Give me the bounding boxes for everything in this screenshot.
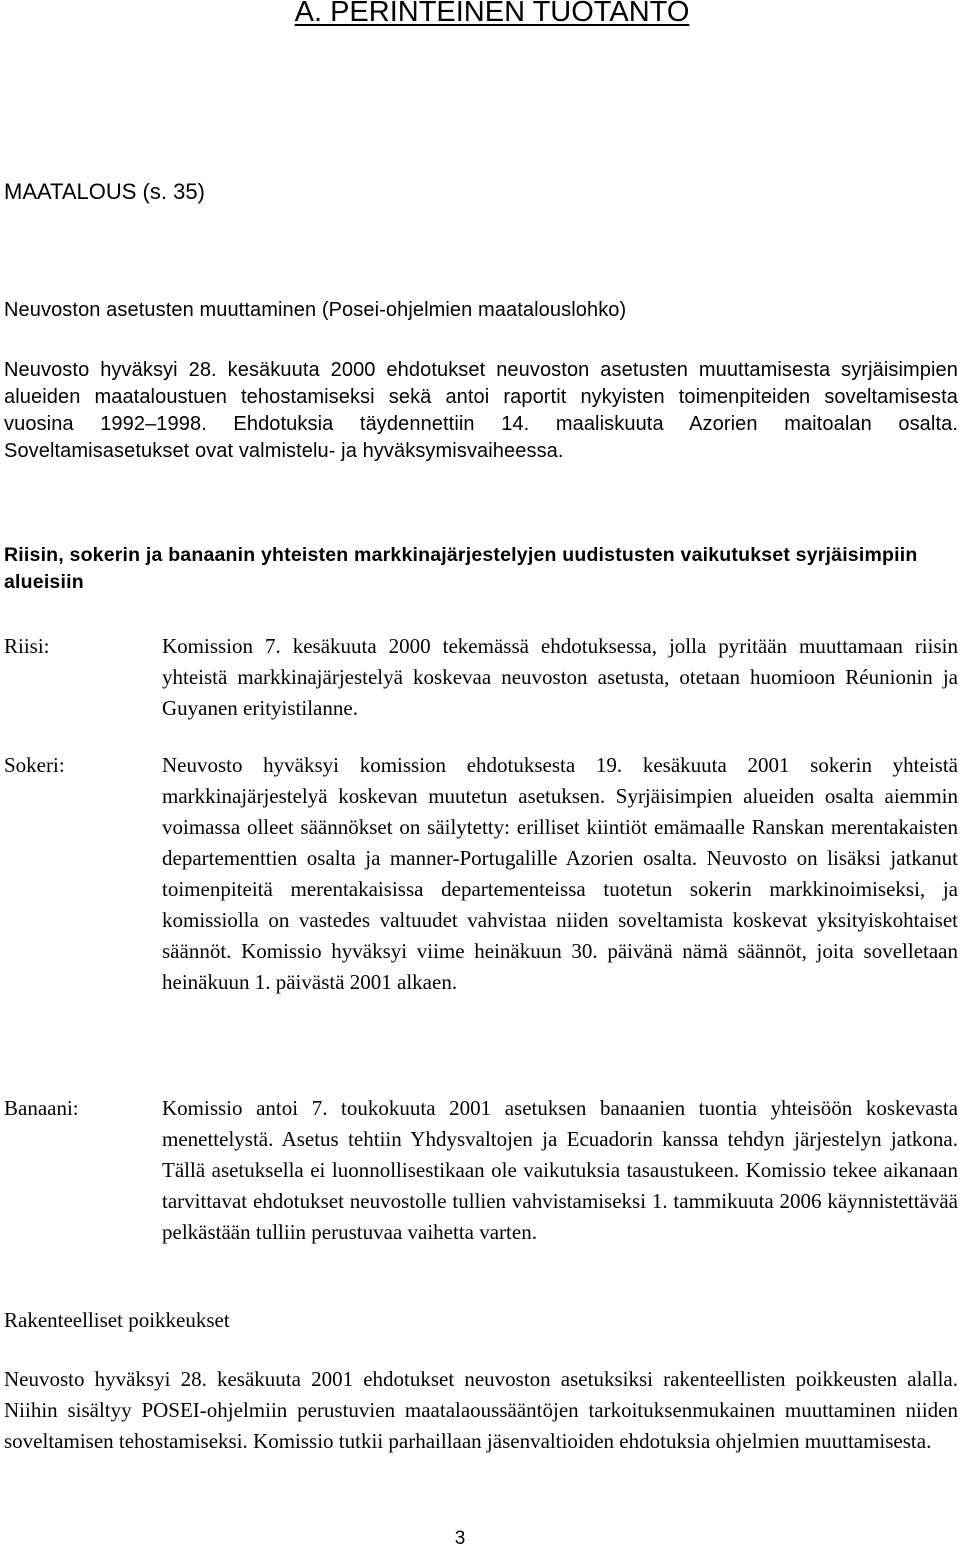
item-text-banaani: Komissio antoi 7. toukokuuta 2001 asetuksen banaanien tuontia yhteisöön koskevasta menettelystä. Asetus tehtiin Yhdysvaltojen ja Ecuadorin kanssa tehdyn järjestelyn jatkona. Tällä asetuksella ei luonnollisestikaan ole vaikutuksia tasaustukeen. Komissio tekee aikanaan tarvittavat ehdotukset neuvostolle tullien vahvistamiseksi 1. tammikuuta 2006 käynnistettävää pelkästään tulliin perustuvaa vaihetta varten. [162,1096,958,1244]
section-title: MAATALOUS (s. 35) [4,179,205,204]
structural-paragraph: Neuvosto hyväksyi 28. kesäkuuta 2001 ehdotukset neuvoston asetuksiksi rakenteellisten poikkeusten alalla. Niihin sisältyy POSEI-ohjelmiin perustuvien maatalaoussääntöjen tarkoituksenmukainen muuttaminen niiden soveltamisen tehostamiseksi. Komissio tutkii parhaillaan jäsenvaltioiden ehdotuksia ohjelmien muuttamisesta. [4,1367,958,1453]
item-label-sokeri: Sokeri: [4,753,65,777]
structural-heading: Rakenteelliset poikkeukset [4,1308,230,1332]
markets-heading: Riisin, sokerin ja banaanin yhteisten markkinajärjestelyjen uudistusten vaikutukset syrjäisimpiin alueisiin [4,544,918,593]
page-title: A. PERINTEINEN TUOTANTO [294,0,690,28]
intro-paragraph: Neuvosto hyväksyi 28. kesäkuuta 2000 ehdotukset neuvoston asetusten muuttamisesta syrjäisimpien alueiden maataloustuen tehostamiseksi sekä antoi raportit nykyisten toimenpiteiden soveltamisesta vuosina 1992–1998. Ehdotuksia täydennettiin 14. maaliskuuta Azorien maitoalan osalta. Soveltamisasetukset ovat valmistelu- ja hyväksymisvaiheessa. [4,359,958,462]
item-label-banaani: Banaani: [4,1096,79,1120]
subsection-title: Neuvoston asetusten muuttaminen (Posei-ohjelmien maatalouslohko) [4,299,627,321]
page-number: 3 [454,1528,466,1549]
item-label-riisi: Riisi: [4,634,50,658]
item-text-sokeri: Neuvosto hyväksyi komission ehdotuksesta 19. kesäkuuta 2001 sokerin yhteistä markkinajärjestelyä koskevan muutetun asetuksen. Syrjäisimpien alueiden osalta aiemmin voimassa olleet säännökset on säilytetty: erilliset kiintiöt emämaalle Ranskan merentakaisten departementtien osalta ja manner-Portugalille Azorien osalta. Neuvosto on lisäksi jatkanut toimenpiteitä merentakaisissa departementeissa tuotetun sokerin markkinoimiseksi, ja komissiolla on vastedes valtuudet vahvistaa niiden soveltamista koskevat yksityiskohtaiset säännöt. Komissio hyväksyi viime heinäkuun 30. päivänä nämä säännöt, joita sovelletaan heinäkuun 1. päivästä 2001 alkaen. [162,753,958,994]
item-text-riisi: Komission 7. kesäkuuta 2000 tekemässä ehdotuksessa, jolla pyritään muuttamaan riisin yhteistä markkinajärjestelyä koskevaa neuvoston asetusta, otetaan huomioon Réunionin ja Guyanen erityistilanne. [162,634,958,720]
